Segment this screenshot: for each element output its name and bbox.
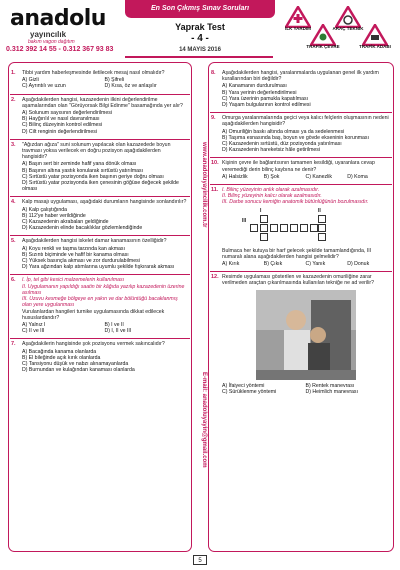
option-a[interactable]: A) Halsizlik (222, 173, 248, 180)
traffic-manners-sign-icon (362, 24, 388, 46)
question-stem: Kalp masajı uygulaması, aşağıdaki durumların hangisinde sonlandırılır? (22, 199, 187, 206)
clue-2: II. Bilinç yüzeyinin kalıcı olarak azalmasıdır. (222, 193, 322, 200)
question-9 (210, 112, 392, 155)
statement-1: I. İp, tel gibi kesici malzemelerin kullanılması (22, 277, 125, 284)
question-number: 9. (211, 115, 216, 122)
statement-2: II. Uygulamanın yapıldığı saatin bir kâğıda yazılıp kazazedenin üzerine asılması (22, 283, 185, 296)
option-b[interactable]: B) Taşıma esnasında baş, boyun ve gövde ekseninin korunması (222, 134, 369, 141)
option-d[interactable]: D) Yaşam bulgularının kontrol edilmesi (222, 102, 311, 109)
option-c[interactable]: C) Ayrıntılı ve uzun (22, 83, 66, 90)
crossword-cell[interactable] (280, 224, 288, 232)
crossword-cell[interactable] (318, 233, 326, 241)
question-stem: Bulmaca her kutuya bir harf gelecek şekilde tamamlandığında, III numaralı alana aşağıdakilerden hangisi gelmelidir? (222, 247, 372, 260)
option-c[interactable]: C) Sırtüstü yatar pozisyonda iken başının geriye doğru olması (22, 173, 164, 180)
crossword-cell[interactable] (260, 215, 268, 223)
option-d[interactable]: D) Kazazedenin elinde bacaklıklar gözlemlendiğinde (22, 225, 143, 232)
option-a[interactable]: A) Yalnız I (22, 321, 46, 328)
question-stem: Kişinin çevre ile bağlantısının tamamen kesildiği, uyaranlara cevap veremediği derin bilinç kaybına ne denir? (222, 160, 375, 173)
question-2 (10, 94, 190, 137)
right-question-list (210, 68, 392, 399)
option-d[interactable]: D) Burnundan ve kulağından kanaması olanlarda (22, 367, 135, 374)
crossword-label-1: I (260, 207, 262, 214)
option-c[interactable]: C) Yara üzerinin pamukla kapatılması (222, 95, 309, 102)
option-c[interactable]: C) Sürüklenme yöntemi (222, 388, 277, 395)
question-8 (210, 68, 392, 110)
question-stem: "Ağızdan ağıza" suni solunum yapılacak olan kazazedede boyun travması yoksa verilecek en doğru pozisyon aşağıdakilerden hangisidir? (22, 141, 171, 161)
question-number: 1. (11, 70, 16, 76)
clue-3: III. Darbe sonucu kemiğin anatomik bütünlüğünün bozulmasıdır. (222, 199, 369, 206)
crossword-cell[interactable] (310, 224, 318, 232)
question-7 (10, 338, 190, 375)
crossword-cell[interactable] (318, 224, 326, 232)
option-c[interactable]: C) Kazazedenin sırtüstü, düz pozisyonda yatırılması (222, 141, 342, 148)
option-b[interactable]: B) Hayğırılıl ve nasıl davranılması (22, 116, 100, 123)
test-title: Yaprak Test (175, 22, 225, 32)
option-b[interactable]: B) Çıkık (263, 261, 283, 268)
first-aid-sign-label: İLK YARDIM (285, 26, 311, 31)
question-number: 8. (211, 70, 216, 76)
rescue-photo (256, 290, 356, 380)
option-b[interactable]: B) Başının altına yastık konularak sırtüstü yatırılması (22, 167, 144, 174)
option-d[interactable]: D) Heimlich manevrası (305, 388, 358, 395)
option-b[interactable]: B) 112'ye haber verildiğinde (22, 212, 86, 219)
question-stem: Aşağıdakilerden hangisi iskelet damar kanamasının özelliğidir? (22, 238, 167, 245)
statement-3: III. Uzuvu kesmeğe bölgeye en yakın ve dar bölüntüğü bacaklanmış olan yere uygulanması (22, 296, 178, 309)
option-a[interactable]: A) Bacağında kanama olanlarda (22, 348, 97, 355)
question-number: 6. (11, 277, 16, 284)
question-stem: Vurulanlardan hangileri turnike uygulamasında dikkat edilecek hususlardandır? (22, 308, 165, 321)
question-stem: Omurga yaralanmalarında geçici veya kalıcı felçlerin oluşmasının nedeni aşağıdakilerden hangisidir? (222, 115, 389, 128)
question-stem: Aşağıdakilerin hangisinde şok pozisyonu vermek sakıncalıdır? (22, 341, 165, 348)
crossword-cell[interactable] (260, 233, 268, 241)
question-1 (10, 68, 190, 92)
first-aid-sign (285, 6, 311, 32)
traffic-environment-sign-label: TRAFİK ÇEVRE (306, 44, 340, 49)
option-a[interactable]: A) Gizli (22, 77, 39, 84)
option-a[interactable]: A) Omuriliğin baskı altında olması ya da sedelenmesi (222, 128, 345, 135)
crossword-cell[interactable] (290, 224, 298, 232)
crossword-cell[interactable] (300, 224, 308, 232)
option-a[interactable]: A) Başın sert bir zeminde hafif yana dönük olması (22, 161, 137, 168)
publisher-logo (10, 8, 110, 46)
question-5 (10, 235, 190, 272)
question-stem: Tibbi yardım haberleşmesinde iletilecek mesaj nasıl olmalıdır? (22, 70, 165, 76)
option-d[interactable]: D) Kazazedenin hareketsiz hâle getirilmesi (222, 147, 321, 154)
question-number: 5. (11, 238, 16, 245)
crossword-puzzle (242, 208, 389, 246)
option-b[interactable]: B) Yara yerinin değerlendirilmesi (222, 89, 297, 96)
logo-sub-text: yayıncılık (30, 30, 67, 39)
traffic-manners-sign-label: TRAFİK ADABI (359, 44, 391, 49)
option-c[interactable]: C) Tansiyonu düşük ve nabzı alınamayanlarda (22, 360, 129, 367)
option-d[interactable]: D) Yara ağzından kalp atımlarına uyumlu şekilde fışkırarak akması (22, 264, 175, 271)
option-a[interactable]: A) Kırık (222, 261, 240, 268)
website-url[interactable]: www.anadoluyayincilik.com.tr (201, 142, 207, 228)
question-number: 11. (211, 187, 219, 194)
crossword-cell[interactable] (260, 224, 268, 232)
question-12 (210, 271, 392, 397)
question-number: 12. (211, 274, 219, 281)
option-b[interactable]: B) El bileğinde açık kırık olanlarda (22, 354, 101, 361)
question-stem: Aşağıdakilerden hangisi, yaralanmalarda uygulanan genel ilk yardım kurallarından biri değildir? (222, 70, 379, 83)
vehicle-technical-sign-icon (335, 6, 361, 28)
option-c[interactable]: C) Kazazedenin akrabaları geldiğinde (22, 219, 109, 226)
option-b[interactable]: B) Şok (263, 173, 280, 180)
question-number: 4. (11, 199, 16, 206)
crossword-cell[interactable] (270, 224, 278, 232)
option-a[interactable]: A) İfaiyeci yöntemi (222, 382, 265, 389)
option-b[interactable]: B) I ve II (104, 321, 124, 328)
option-c[interactable]: C) Yanık (305, 261, 326, 268)
vehicle-technical-sign-label: ARAÇ TEKNİK (332, 26, 364, 31)
question-4 (10, 196, 190, 233)
question-number: 3. (11, 141, 16, 148)
option-a[interactable]: A) Kalp çalıştığında (22, 206, 67, 213)
option-d[interactable]: D) Sırtüstü yatar pozisyonda iken çenesinin göğüse değecek şekilde olması (22, 180, 179, 193)
option-a[interactable]: A) Solunum sayısının değerlendirilmesi (22, 110, 112, 117)
vehicle-technical-sign (332, 6, 364, 32)
clue-1: I. Bilinç yüzeyinin anlık olarak azalmasıdır. (222, 187, 320, 194)
phone-numbers: 0.312 392 14 55 - 0.312 367 93 83 (6, 46, 114, 53)
option-c[interactable]: C) Kanezlik (305, 173, 333, 180)
option-c[interactable]: C) Yüksek basınçla akması ve zor durdurulabilmesi (22, 258, 140, 265)
option-b[interactable]: B) Rentek manevrası (305, 382, 355, 389)
question-11 (210, 184, 392, 269)
crossword-label-2: II (318, 207, 321, 214)
left-question-list (10, 68, 190, 377)
option-d[interactable]: D) Cilt renginin değerlendirilmesi (22, 128, 97, 135)
option-d[interactable]: D) Koma (347, 173, 368, 180)
question-number: 10. (211, 160, 219, 167)
option-d[interactable]: D) Kısa, öz ve anlaşılır (104, 83, 157, 90)
question-3 (10, 139, 190, 195)
option-b[interactable]: B) Sızıntı biçiminde ve hafif bir kanama olması (22, 251, 129, 258)
logo-main-text: anadolu (10, 6, 106, 31)
email-address[interactable]: E-mail: anadoluyayin@gmail.com (201, 372, 207, 468)
crossword-cell[interactable] (318, 215, 326, 223)
crossword-label-3: III (242, 217, 247, 224)
crossword-cell[interactable] (250, 224, 258, 232)
logo-tagline: bakım vagon dağıtım (28, 39, 75, 45)
option-d[interactable]: D) I, II ve III (104, 328, 132, 335)
test-date: 14 MAYIS 2016 (179, 47, 221, 53)
header-banner: En Son Çıkmış Sınav Soruları (125, 0, 275, 18)
question-6 (10, 274, 190, 336)
option-a[interactable]: A) Kanamanın durdurulması (222, 83, 287, 90)
page-number: 5 (193, 555, 207, 565)
header-divider (125, 56, 273, 58)
option-b[interactable]: B) Şifreli (104, 77, 125, 84)
option-d[interactable]: D) Donuk (347, 261, 370, 268)
first-aid-sign-icon (285, 6, 311, 28)
question-number: 7. (11, 341, 16, 348)
option-a[interactable]: A) Koyu renkli ve taşma tarzında kan akması (22, 245, 125, 252)
option-c[interactable]: C) II ve III (22, 328, 45, 335)
test-number: - 4 - (191, 33, 209, 44)
traffic-manners-sign (359, 24, 391, 50)
question-stem: Aşağıdakilerden hangisi, kazazedenin ilkini değerlendirilme aşamalarından olan "Görüyorsak Bilgi Edinme" basamağında yer alır? (22, 96, 183, 109)
option-c[interactable]: C) Bilinç düzeyinin kontrol edilmesi (22, 122, 103, 129)
question-10 (210, 157, 392, 182)
question-number: 2. (11, 96, 16, 103)
question-stem: Resimde uygulaması gösterilen ve kazazedenin omuriliğine zarar verilmeden araçtan çıkarılmasında kullanılan tekniğe ne ad verilir? (222, 274, 374, 287)
